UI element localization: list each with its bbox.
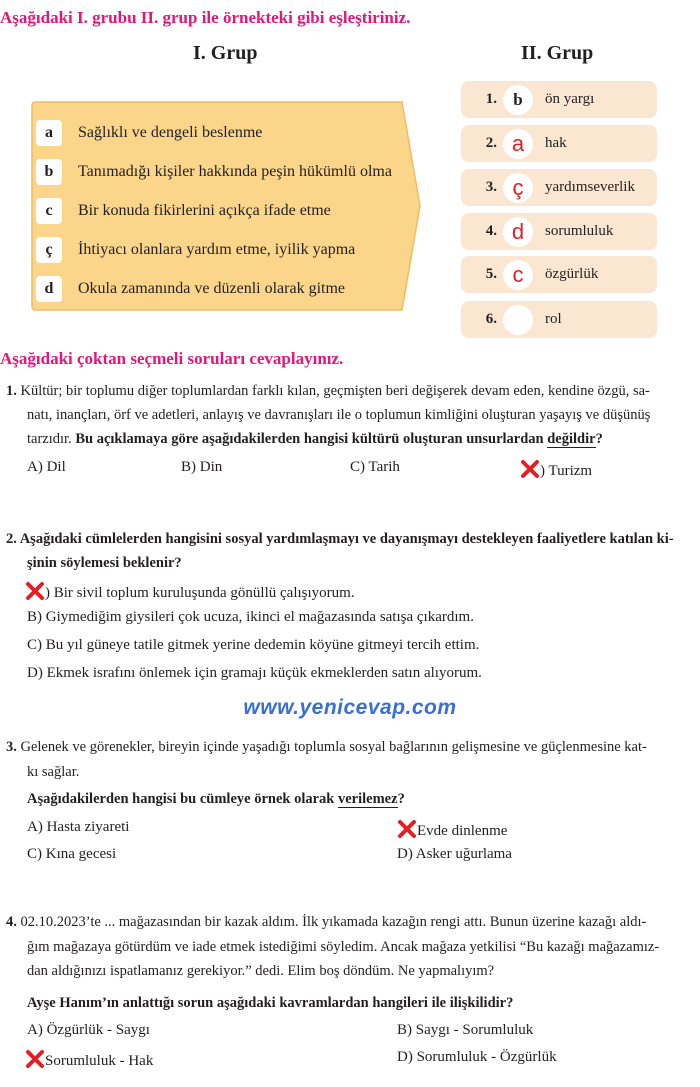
q3-option-a[interactable]: A) Hasta ziyareti <box>27 819 130 835</box>
group2-label: rol <box>545 311 562 327</box>
q2-line <box>6 531 674 548</box>
group1-item <box>36 235 355 265</box>
q3-number: 3. <box>6 739 17 755</box>
group2-item <box>461 301 657 338</box>
q3-text-line2: kı sağlar. <box>27 764 80 780</box>
group1-item <box>36 196 331 226</box>
x-mark-icon <box>25 581 45 601</box>
answer-slot[interactable]: a <box>503 129 533 159</box>
q4-option-c-text: Sorumluluk - Hak <box>45 1053 154 1069</box>
q3-line <box>6 739 647 756</box>
group1-item <box>36 274 345 304</box>
group2-number: 3. <box>485 179 497 195</box>
group2-label: hak <box>545 135 567 151</box>
group2-number: 1. <box>485 91 497 107</box>
q1-text: tarzıdır. <box>27 431 72 447</box>
group2-number: 5. <box>485 266 497 282</box>
answer-slot[interactable]: ç <box>503 173 533 203</box>
q1-question: Bu açıklamaya göre aşağıdakilerden hangisi kültürü oluşturan unsurlardan <box>75 431 544 447</box>
group2-item <box>461 169 657 206</box>
q3-option-b-text: Evde dinlenme <box>417 823 508 839</box>
group2-number: 2. <box>485 135 497 151</box>
q4-option-c[interactable] <box>25 1049 153 1070</box>
q4-text-line3: dan aldığınızı ispatlamanız gerekiyor.” dedi. Elim boş döndüm. Ne yapmalıyım? <box>27 963 495 979</box>
watermark: www.yenicevap.com <box>243 696 457 719</box>
group1-panel <box>30 100 422 312</box>
matching-heading: Aşağıdaki I. grubu II. grup ile örnekteki gibi eşleştiriniz. <box>0 8 411 27</box>
group2-item <box>461 256 657 293</box>
q2-option-a[interactable] <box>25 581 355 602</box>
group2-item <box>461 125 657 162</box>
q3-line <box>27 791 405 808</box>
group1-item <box>36 118 262 148</box>
q1-option-a[interactable]: A) Dil <box>27 459 66 475</box>
q3-option-b[interactable] <box>397 819 507 840</box>
q1-option-b[interactable]: B) Din <box>181 459 223 475</box>
mc-heading: Aşağıdaki çoktan seçmeli soruları cevaplayınız. <box>0 349 344 368</box>
q3-question: Aşağıdakilerden hangisi bu cümleye örnek olarak <box>27 791 335 807</box>
group1-text: Tanımadığı kişiler hakkında peşin hükümlü olma <box>78 163 392 180</box>
q3-emphasis: verilemez <box>337 791 398 807</box>
answer-slot[interactable]: d <box>503 217 533 247</box>
answer-slot[interactable]: b <box>503 85 533 115</box>
group2-item <box>461 81 657 118</box>
q4-option-a[interactable]: A) Özgürlük - Saygı <box>27 1022 150 1038</box>
group1-letter: ç <box>36 237 62 263</box>
x-mark-icon <box>520 459 540 479</box>
q4-text: 02.10.2023’te ... mağazasından bir kazak aldım. İlk yıkamada kazağın rengi attı. Bunun üzerine kazağı aldı- <box>20 914 647 930</box>
q4-number: 4. <box>6 914 17 930</box>
group1-letter: a <box>36 120 62 146</box>
q3-option-d[interactable]: D) Asker uğurlama <box>397 846 512 862</box>
q1-option-d-text: ) Turizm <box>540 463 593 479</box>
q2-option-d[interactable]: D) Ekmek israfını önlemek için gramajı küçük ekmeklerden satın alıyorum. <box>27 665 482 681</box>
group2-number: 4. <box>485 223 497 239</box>
q2-question: Aşağıdaki cümlelerden hangisini sosyal yardımlaşmayı ve dayanışmayı destekleyen faaliyetlere katılan ki- <box>19 531 674 547</box>
group2-label: ön yargı <box>545 91 595 107</box>
x-mark-icon <box>397 819 417 839</box>
x-mark-icon <box>25 1049 45 1069</box>
group1-letter: d <box>36 276 62 302</box>
group2-title: II. Grup <box>521 42 594 64</box>
q2-option-a-text: ) Bir sivil toplum kuruluşunda gönüllü çalışıyorum. <box>45 585 355 601</box>
q2-option-c[interactable]: C) Bu yıl güneye tatile gitmek yerine dedemin köyüne gitmeyi tercih ettim. <box>27 637 480 653</box>
group2-number: 6. <box>485 311 497 327</box>
q1-option-d[interactable] <box>520 459 592 480</box>
q1-number: 1. <box>6 383 17 399</box>
group1-text: Bir konuda fikirlerini açıkça ifade etme <box>78 202 331 219</box>
group1-letter: b <box>36 159 62 185</box>
group1-item <box>36 157 392 187</box>
group2-label: sorumluluk <box>545 223 614 239</box>
group1-title: I. Grup <box>193 42 258 64</box>
q3-option-c[interactable]: C) Kına gecesi <box>27 846 117 862</box>
q4-text-line2: ğım mağazaya götürdüm ve iade etmek istediğimi söyledim. Ancak mağaza yetkilisi “Bu kazağı mağazamız- <box>27 939 660 955</box>
q1-question-mark: ? <box>595 431 603 447</box>
q2-question-line2: şinin söylemesi beklenir? <box>27 555 182 571</box>
q3-text: Gelenek ve görenekler, bireyin içinde yaşadığı toplumla sosyal bağlarının gelişmesine ve güçlenmesine kat- <box>20 739 647 755</box>
answer-slot[interactable] <box>503 305 533 335</box>
group1-letter: c <box>36 198 62 224</box>
q1-emphasis: değildir <box>547 431 596 447</box>
q1-text: Kültür; bir toplumu diğer toplumlardan farklı kılan, geçmişten beri değişerek devam eden, kendine özgü, sa- <box>20 383 650 399</box>
q3-question-mark: ? <box>397 791 405 807</box>
q4-question: Ayşe Hanım’ın anlattığı sorun aşağıdaki kavramlardan hangileri ile ilişkilidir? <box>27 995 514 1011</box>
q4-line <box>6 914 646 931</box>
q4-option-b[interactable]: B) Saygı - Sorumluluk <box>397 1022 534 1038</box>
group2-label: yardımseverlik <box>545 179 635 195</box>
group2-item <box>461 213 657 250</box>
group1-text: Okula zamanında ve düzenli olarak gitme <box>78 280 346 297</box>
answer-slot[interactable]: c <box>503 260 533 290</box>
group1-text: Sağlıklı ve dengeli beslenme <box>78 124 263 141</box>
group1-text: İhtiyacı olanlara yardım etme, iyilik yapma <box>78 241 356 258</box>
q1-text-line2: natı, inançları, örf ve adetleri, anlayış ve davranışları ile o toplumun kimliğini oluşturan yaşayış ve düşünüş <box>27 407 651 423</box>
q2-option-b[interactable]: B) Giymediğim giysileri çok ucuza, ikinci el mağazasında satışa çıkardım. <box>27 609 474 625</box>
q1-option-c[interactable]: C) Tarih <box>350 459 400 475</box>
q1-line <box>27 431 603 448</box>
q4-option-d[interactable]: D) Sorumluluk - Özgürlük <box>397 1049 557 1065</box>
group2-label: özgürlük <box>545 266 599 282</box>
q2-number: 2. <box>6 531 17 547</box>
q1-line <box>6 383 650 400</box>
